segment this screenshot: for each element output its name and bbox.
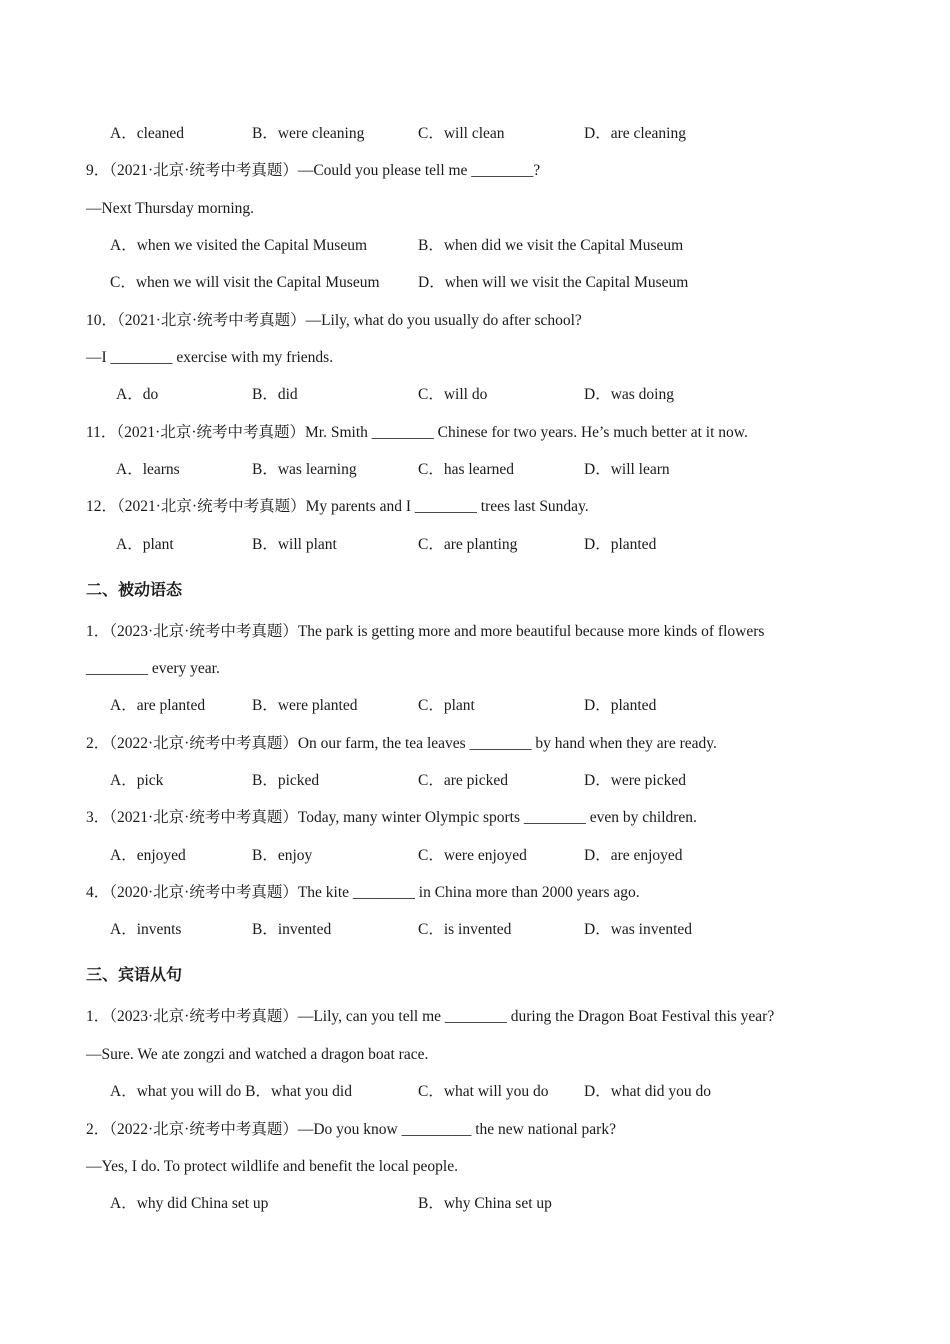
option-b: B．invented [252, 921, 332, 938]
dialogue-reply: —Next Thursday morning. [86, 200, 255, 217]
option-d: D．are enjoyed [584, 847, 683, 864]
option-c: C．will clean [418, 125, 505, 142]
question-stem-continued: ________ every year. [86, 660, 220, 677]
option-b: B．were planted [252, 697, 358, 714]
option-a: A．plant [116, 536, 174, 553]
option-a: A．enjoyed [110, 847, 186, 864]
section-heading: 三、宾语从句 [86, 965, 183, 984]
option-a: A．invents [110, 921, 182, 938]
option-c: C．plant [418, 697, 475, 714]
option-b: B．enjoy [252, 847, 313, 864]
option-a: A．are planted [110, 697, 206, 714]
option-d: D．was doing [584, 386, 674, 403]
option-c: C．when we will visit the Capital Museum [110, 274, 380, 291]
question-stem: 9．（2021·北京·统考中考真题）—Could you please tell me ________? [86, 162, 541, 179]
option-d: D．when will we visit the Capital Museum [418, 274, 689, 291]
option-d: D．will learn [584, 461, 670, 478]
dialogue-reply: —Sure. We ate zongzi and watched a dragon boat race. [86, 1046, 429, 1063]
option-b: B．were cleaning [252, 125, 365, 142]
option-c: C．has learned [418, 461, 514, 478]
option-a: A．when we visited the Capital Museum [110, 237, 367, 254]
option-b: B．picked [252, 772, 320, 789]
option-c: C．were enjoyed [418, 847, 527, 864]
question-stem: 2．（2022·北京·统考中考真题）—Do you know _________ the new national park? [86, 1121, 616, 1138]
option-d: D．were picked [584, 772, 686, 789]
question-stem: 1．（2023·北京·统考中考真题）The park is getting more and more beautiful because more kinds of flowers [86, 623, 765, 640]
question-stem: 1．（2023·北京·统考中考真题）—Lily, can you tell me ________ during the Dragon Boat Festival this year? [86, 1008, 775, 1025]
option-b: B．why China set up [418, 1195, 552, 1212]
question-stem: 10．（2021·北京·统考中考真题）—Lily, what do you usually do after school? [86, 312, 582, 329]
option-a: A．pick [110, 772, 164, 789]
option-a: A．cleaned [110, 125, 185, 142]
section-heading: 二、被动语态 [86, 580, 183, 599]
question-stem: 2．（2022·北京·统考中考真题）On our farm, the tea leaves ________ by hand when they are ready. [86, 735, 717, 752]
question-stem: 12．（2021·北京·统考中考真题）My parents and I ________ trees last Sunday. [86, 498, 589, 515]
option-c: C．are planting [418, 536, 518, 553]
option-c: C．are picked [418, 772, 508, 789]
option-d: D．planted [584, 536, 657, 553]
option-b: B．when did we visit the Capital Museum [418, 237, 684, 254]
option-d: D．was invented [584, 921, 693, 938]
option-a: A．learns [116, 461, 180, 478]
option-d: D．are cleaning [584, 125, 686, 142]
question-stem: 3．（2021·北京·统考中考真题）Today, many winter Olympic sports ________ even by children. [86, 809, 697, 826]
option-a-b: A．what you will do B．what you did [110, 1083, 352, 1100]
dialogue-reply: —I ________ exercise with my friends. [86, 349, 334, 366]
question-stem: 4．（2020·北京·统考中考真题）The kite ________ in China more than 2000 years ago. [86, 884, 640, 901]
option-b: B．did [252, 386, 298, 403]
dialogue-reply: —Yes, I do. To protect wildlife and benefit the local people. [86, 1158, 458, 1175]
option-d: D．planted [584, 697, 657, 714]
option-a: A．why did China set up [110, 1195, 269, 1212]
option-c: C．will do [418, 386, 488, 403]
question-stem: 11．（2021·北京·统考中考真题）Mr. Smith ________ Chinese for two years. He’s much better at it now. [86, 424, 748, 441]
option-a: A．do [116, 386, 159, 403]
option-d: D．what did you do [584, 1083, 712, 1100]
option-c: C．what will you do [418, 1083, 549, 1100]
option-b: B．was learning [252, 461, 357, 478]
option-b: B．will plant [252, 536, 337, 553]
option-c: C．is invented [418, 921, 512, 938]
